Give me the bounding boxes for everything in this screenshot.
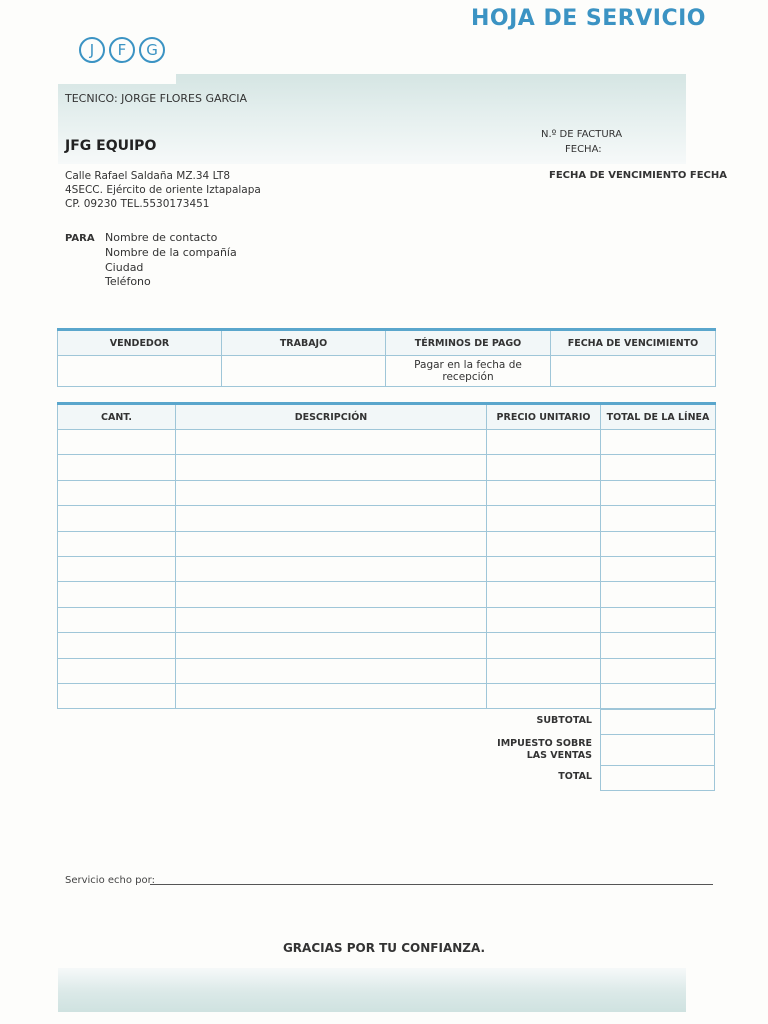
line-total-cell — [601, 531, 716, 556]
terms-cell-payment-terms: Pagar en la fecha de recepción — [386, 356, 551, 387]
jfg-logo — [76, 34, 168, 66]
invoice-date-label: FECHA: — [565, 144, 602, 155]
logo-letter-f: F — [117, 41, 127, 59]
terms-header-payment-terms: TÉRMINOS DE PAGO — [386, 330, 551, 356]
terms-header-job: TRABAJO — [222, 330, 386, 356]
line-total-cell — [601, 556, 716, 581]
description-cell — [176, 556, 487, 581]
line-total-cell — [601, 506, 716, 531]
qty-cell — [58, 633, 176, 658]
qty-cell — [58, 506, 176, 531]
subtotal-value — [601, 710, 715, 735]
thanks-message: GRACIAS POR TU CONFIANZA. — [282, 941, 486, 955]
total-value — [601, 766, 715, 791]
logo-letter-g: G — [146, 41, 158, 59]
unit-price-cell — [487, 683, 601, 708]
unit-price-cell — [487, 633, 601, 658]
line-total-cell — [601, 480, 716, 505]
line-total-cell — [601, 582, 716, 607]
table-row — [58, 480, 716, 505]
unit-price-cell — [487, 430, 601, 455]
served-by-label: Servicio echo por: — [65, 875, 155, 886]
line-total-cell — [601, 607, 716, 632]
items-table — [57, 402, 716, 709]
unit-price-cell — [487, 506, 601, 531]
qty-cell — [58, 658, 176, 683]
served-by-line — [150, 884, 713, 885]
unit-price-cell — [487, 556, 601, 581]
terms-table — [57, 328, 716, 387]
line-total-cell — [601, 633, 716, 658]
company-address-line: 4SECC. Ejército de oriente Iztapalapa — [65, 184, 261, 196]
qty-cell — [58, 582, 176, 607]
description-cell — [176, 658, 487, 683]
line-total-cell — [601, 455, 716, 480]
table-row — [58, 633, 716, 658]
company-address-line: CP. 09230 TEL.5530173451 — [65, 198, 210, 210]
logo-letter-j: J — [89, 41, 95, 59]
document-title: HOJA DE SERVICIO — [471, 6, 706, 31]
table-row — [58, 683, 716, 708]
terms-header-due-date: FECHA DE VENCIMIENTO — [551, 330, 716, 356]
qty-cell — [58, 683, 176, 708]
qty-cell — [58, 556, 176, 581]
unit-price-cell — [487, 607, 601, 632]
items-header-qty: CANT. — [58, 404, 176, 430]
totals-table — [600, 709, 715, 791]
unit-price-cell — [487, 531, 601, 556]
recipient-phone: Teléfono — [105, 275, 151, 288]
header-band-notch — [58, 74, 176, 84]
recipient-label: PARA — [65, 233, 95, 244]
line-total-cell — [601, 430, 716, 455]
table-row — [58, 506, 716, 531]
description-cell — [176, 633, 487, 658]
terms-cell-due-date — [551, 356, 716, 387]
total-label: TOTAL — [558, 771, 592, 782]
description-cell — [176, 455, 487, 480]
description-cell — [176, 430, 487, 455]
company-name: JFG EQUIPO — [65, 138, 157, 154]
line-total-cell — [601, 683, 716, 708]
description-cell — [176, 531, 487, 556]
qty-cell — [58, 607, 176, 632]
terms-header-vendor: VENDEDOR — [58, 330, 222, 356]
table-row — [58, 430, 716, 455]
description-cell — [176, 506, 487, 531]
table-row — [58, 607, 716, 632]
items-header-line-total: TOTAL DE LA LÍNEA — [601, 404, 716, 430]
table-row — [58, 582, 716, 607]
invoice-number-label: N.º DE FACTURA — [541, 129, 623, 140]
technician-name: TECNICO: JORGE FLORES GARCIA — [65, 92, 248, 105]
unit-price-cell — [487, 455, 601, 480]
qty-cell — [58, 430, 176, 455]
description-cell — [176, 480, 487, 505]
terms-cell-vendor — [58, 356, 222, 387]
recipient-company: Nombre de la compañía — [105, 246, 237, 259]
qty-cell — [58, 531, 176, 556]
line-total-cell — [601, 658, 716, 683]
sales-tax-label-line2: LAS VENTAS — [526, 750, 592, 761]
description-cell — [176, 582, 487, 607]
qty-cell — [58, 455, 176, 480]
qty-cell — [58, 480, 176, 505]
company-address-line: Calle Rafael Saldaña MZ.34 LT8 — [65, 170, 231, 182]
description-cell — [176, 607, 487, 632]
recipient-contact: Nombre de contacto — [105, 231, 218, 244]
unit-price-cell — [487, 582, 601, 607]
due-date-label: FECHA DE VENCIMIENTO FECHA — [549, 170, 727, 181]
table-row — [58, 556, 716, 581]
sales-tax-value — [601, 735, 715, 766]
items-header-unit-price: PRECIO UNITARIO — [487, 404, 601, 430]
table-row — [58, 658, 716, 683]
footer-band — [58, 968, 686, 1012]
terms-cell-job — [222, 356, 386, 387]
description-cell — [176, 683, 487, 708]
table-row — [58, 455, 716, 480]
unit-price-cell — [487, 480, 601, 505]
table-row — [58, 531, 716, 556]
sales-tax-label-line1: IMPUESTO SOBRE — [497, 738, 592, 749]
unit-price-cell — [487, 658, 601, 683]
subtotal-label: SUBTOTAL — [536, 715, 592, 726]
items-header-description: DESCRIPCIÓN — [176, 404, 487, 430]
recipient-city: Ciudad — [105, 261, 144, 274]
